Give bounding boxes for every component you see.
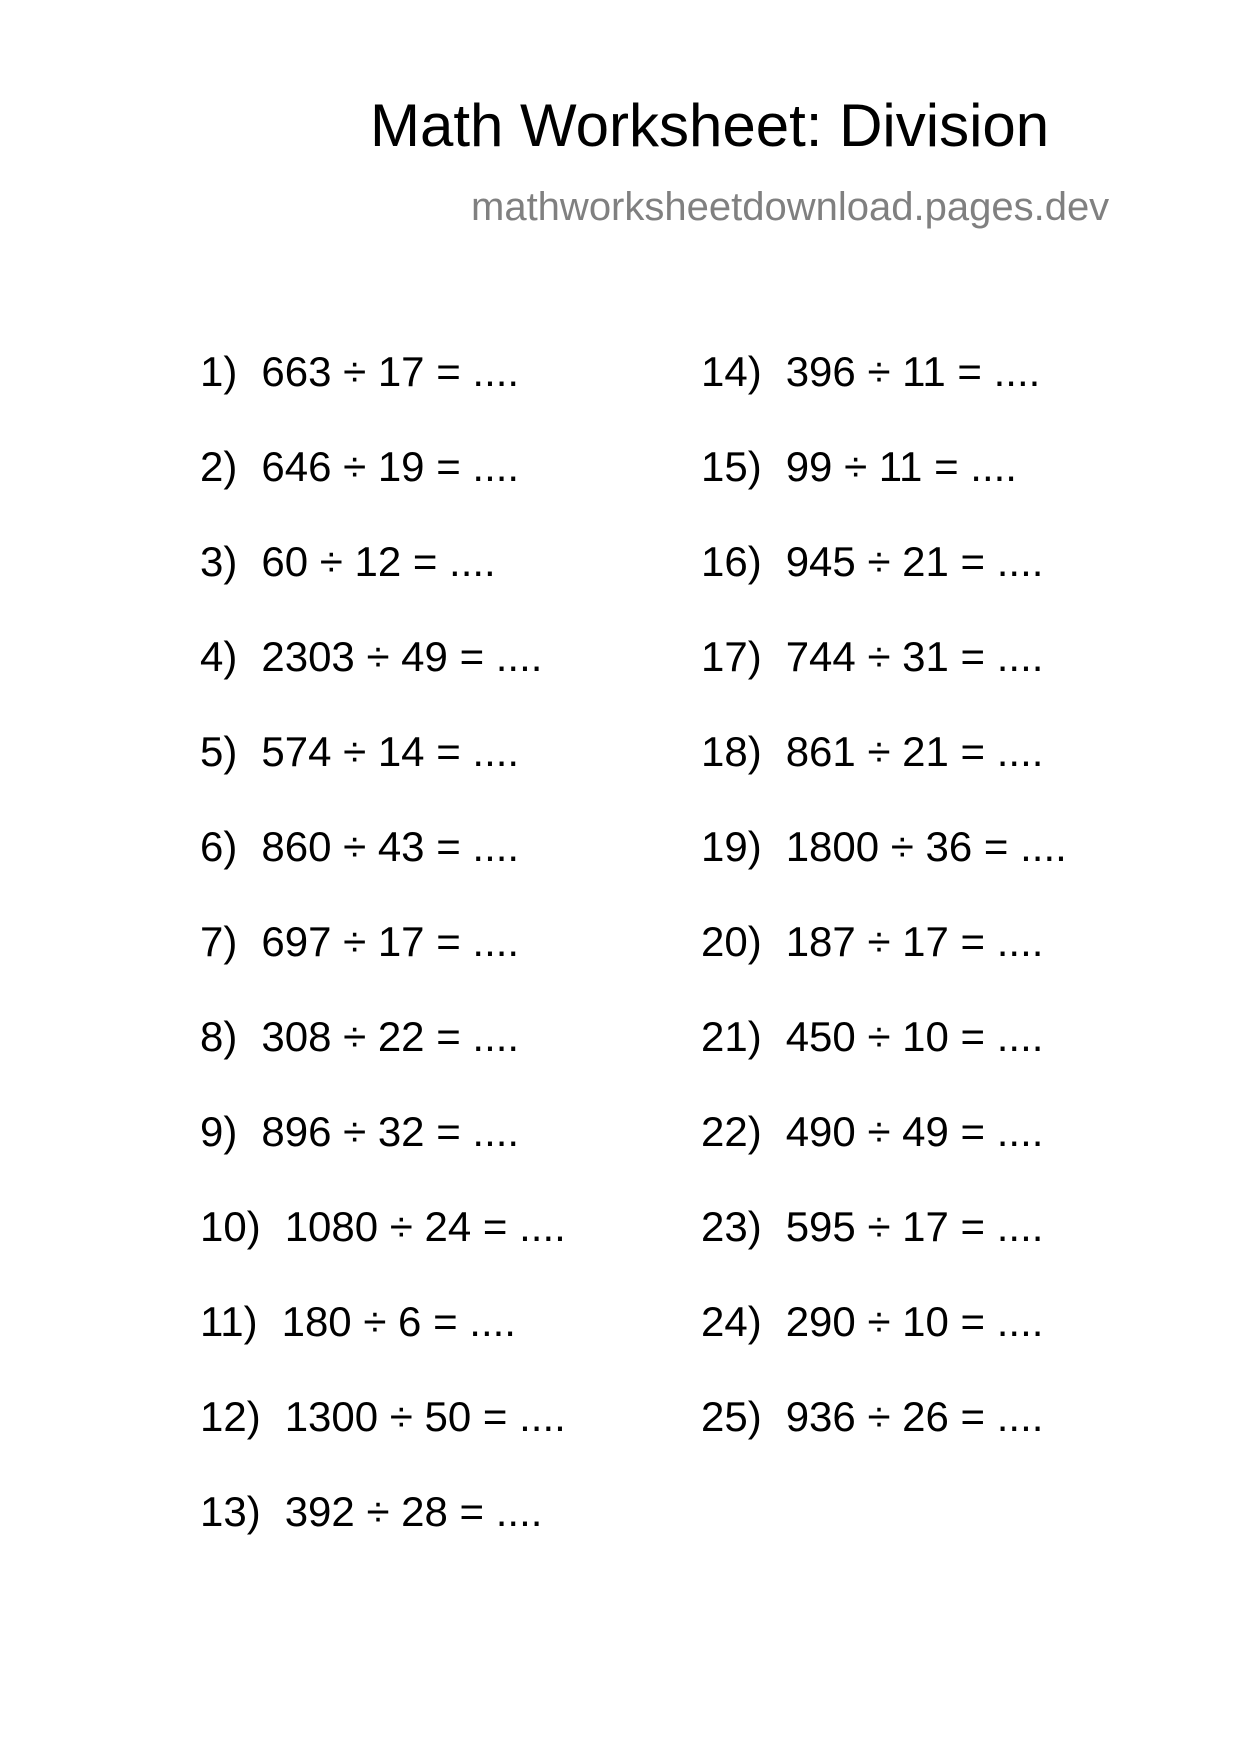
problem-expression: 896 ÷ 32 = .... (261, 1108, 520, 1155)
problem-20 (701, 918, 1067, 1016)
problem-5 (200, 728, 566, 826)
problem-9 (200, 1108, 566, 1206)
problem-19 (701, 823, 1067, 921)
problem-15 (701, 443, 1067, 541)
problem-number: 23) (701, 1203, 762, 1250)
problem-number: 3) (200, 538, 238, 585)
problem-2 (200, 443, 566, 541)
problem-number: 24) (701, 1298, 762, 1345)
problem-1 (200, 348, 566, 446)
problem-expression: 1300 ÷ 50 = .... (284, 1393, 566, 1440)
problem-7 (200, 918, 566, 1016)
problem-11 (200, 1298, 566, 1396)
problem-21 (701, 1013, 1067, 1111)
problem-expression: 1800 ÷ 36 = .... (785, 823, 1067, 870)
problem-number: 9) (200, 1108, 238, 1155)
problem-number: 7) (200, 918, 238, 965)
problem-4 (200, 633, 566, 731)
problem-expression: 308 ÷ 22 = .... (261, 1013, 520, 1060)
problem-expression: 646 ÷ 19 = .... (261, 443, 520, 490)
problem-number: 6) (200, 823, 238, 870)
problem-14 (701, 348, 1067, 446)
problem-number: 8) (200, 1013, 238, 1060)
problem-13 (200, 1488, 566, 1586)
problem-number: 25) (701, 1393, 762, 1440)
problem-number: 5) (200, 728, 238, 775)
problem-expression: 861 ÷ 21 = .... (785, 728, 1044, 775)
problem-8 (200, 1013, 566, 1111)
problem-expression: 945 ÷ 21 = .... (785, 538, 1044, 585)
problem-number: 11) (200, 1298, 258, 1345)
problem-expression: 392 ÷ 28 = .... (284, 1488, 543, 1535)
problem-number: 12) (200, 1393, 261, 1440)
problem-expression: 663 ÷ 17 = .... (261, 348, 520, 395)
problem-expression: 2303 ÷ 49 = .... (261, 633, 543, 680)
problem-column-left (200, 348, 566, 1586)
problem-expression: 490 ÷ 49 = .... (785, 1108, 1044, 1155)
problem-23 (701, 1203, 1067, 1301)
problem-expression: 450 ÷ 10 = .... (785, 1013, 1044, 1060)
problem-expression: 290 ÷ 10 = .... (785, 1298, 1044, 1345)
problem-expression: 180 ÷ 6 = .... (281, 1298, 516, 1345)
problem-expression: 574 ÷ 14 = .... (261, 728, 520, 775)
problem-expression: 99 ÷ 11 = .... (785, 443, 1017, 490)
problem-expression: 936 ÷ 26 = .... (785, 1393, 1044, 1440)
problem-expression: 744 ÷ 31 = .... (785, 633, 1044, 680)
problem-6 (200, 823, 566, 921)
problem-expression: 697 ÷ 17 = .... (261, 918, 520, 965)
problem-column-right (701, 348, 1067, 1491)
problem-25 (701, 1393, 1067, 1491)
problem-3 (200, 538, 566, 636)
page-subtitle: mathworksheetdownload.pages.dev (471, 185, 1110, 229)
page-title: Math Worksheet: Division (370, 92, 1050, 159)
problem-number: 2) (200, 443, 238, 490)
problem-number: 19) (701, 823, 762, 870)
problem-number: 15) (701, 443, 762, 490)
problem-number: 20) (701, 918, 762, 965)
problem-10 (200, 1203, 566, 1301)
problem-expression: 860 ÷ 43 = .... (261, 823, 520, 870)
problem-number: 21) (701, 1013, 762, 1060)
problem-number: 14) (701, 348, 762, 395)
problem-16 (701, 538, 1067, 636)
problem-expression: 187 ÷ 17 = .... (785, 918, 1044, 965)
problem-number: 1) (200, 348, 238, 395)
problem-18 (701, 728, 1067, 826)
problem-expression: 60 ÷ 12 = .... (261, 538, 496, 585)
problem-24 (701, 1298, 1067, 1396)
problem-expression: 396 ÷ 11 = .... (785, 348, 1041, 395)
problem-expression: 595 ÷ 17 = .... (785, 1203, 1044, 1250)
problem-number: 22) (701, 1108, 762, 1155)
problem-expression: 1080 ÷ 24 = .... (284, 1203, 566, 1250)
problem-number: 17) (701, 633, 762, 680)
problem-12 (200, 1393, 566, 1491)
problem-number: 10) (200, 1203, 261, 1250)
problem-number: 16) (701, 538, 762, 585)
problem-number: 13) (200, 1488, 261, 1535)
problem-17 (701, 633, 1067, 731)
problem-22 (701, 1108, 1067, 1206)
problem-number: 4) (200, 633, 238, 680)
problem-number: 18) (701, 728, 762, 775)
